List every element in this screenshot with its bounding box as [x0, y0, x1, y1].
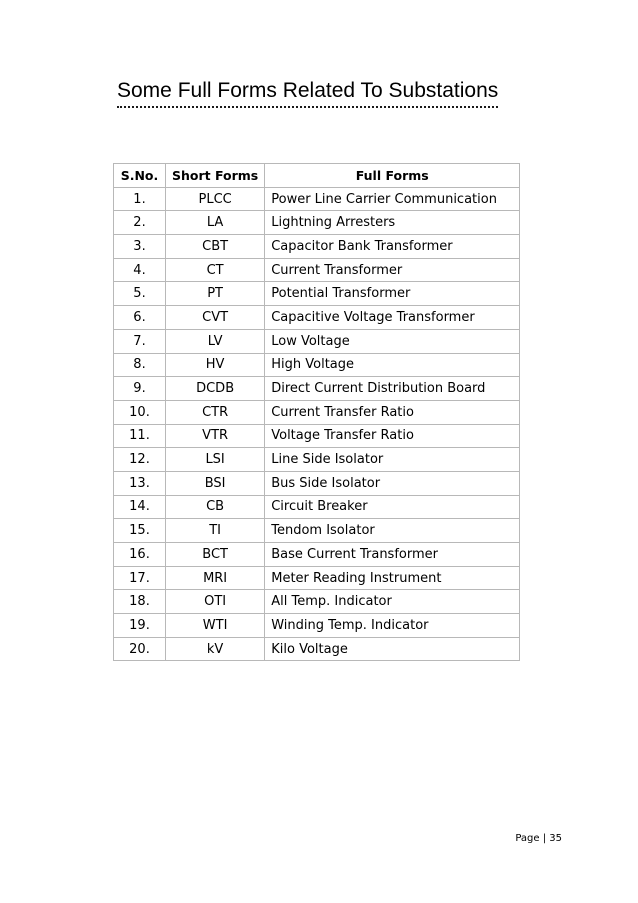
sno-cell: 6.: [114, 306, 166, 330]
sno-cell: 20.: [114, 637, 166, 661]
short-form-cell: CBT: [166, 235, 265, 259]
table-row: [114, 211, 520, 235]
short-form-cell: VTR: [166, 424, 265, 448]
full-form-cell: Base Current Transformer: [265, 543, 520, 567]
sno-cell: 7.: [114, 329, 166, 353]
abbreviations-table: [113, 163, 520, 661]
short-form-cell: CVT: [166, 306, 265, 330]
table-header-row: [114, 164, 520, 188]
sno-cell: 14.: [114, 495, 166, 519]
table-row: [114, 377, 520, 401]
sno-cell: 4.: [114, 258, 166, 282]
table-row: [114, 353, 520, 377]
sno-cell: 8.: [114, 353, 166, 377]
short-form-cell: OTI: [166, 590, 265, 614]
table-row: [114, 306, 520, 330]
sno-cell: 19.: [114, 614, 166, 638]
short-form-cell: MRI: [166, 566, 265, 590]
table-row: [114, 329, 520, 353]
sno-cell: 13.: [114, 471, 166, 495]
full-form-cell: Capacitive Voltage Transformer: [265, 306, 520, 330]
short-form-cell: BSI: [166, 471, 265, 495]
table-row: [114, 424, 520, 448]
full-form-cell: High Voltage: [265, 353, 520, 377]
short-form-cell: CT: [166, 258, 265, 282]
sno-cell: 15.: [114, 519, 166, 543]
table-row: [114, 543, 520, 567]
sno-cell: 2.: [114, 211, 166, 235]
short-form-cell: LA: [166, 211, 265, 235]
header-full-forms: Full Forms: [265, 164, 520, 188]
table-row: [114, 282, 520, 306]
full-form-cell: Line Side Isolator: [265, 448, 520, 472]
sno-cell: 10.: [114, 400, 166, 424]
table-row: [114, 258, 520, 282]
sno-cell: 12.: [114, 448, 166, 472]
sno-cell: 18.: [114, 590, 166, 614]
sno-cell: 17.: [114, 566, 166, 590]
full-form-cell: All Temp. Indicator: [265, 590, 520, 614]
full-form-cell: Capacitor Bank Transformer: [265, 235, 520, 259]
full-form-cell: Direct Current Distribution Board: [265, 377, 520, 401]
short-form-cell: LSI: [166, 448, 265, 472]
full-form-cell: Current Transformer: [265, 258, 520, 282]
table-row: [114, 400, 520, 424]
short-form-cell: PLCC: [166, 187, 265, 211]
table-row: [114, 637, 520, 661]
short-form-cell: DCDB: [166, 377, 265, 401]
short-form-cell: WTI: [166, 614, 265, 638]
table-row: [114, 495, 520, 519]
sno-cell: 3.: [114, 235, 166, 259]
full-form-cell: Bus Side Isolator: [265, 471, 520, 495]
table-row: [114, 448, 520, 472]
short-form-cell: CB: [166, 495, 265, 519]
abbreviations-table-container: [113, 163, 520, 661]
page-title: Some Full Forms Related To Substations: [117, 77, 498, 108]
full-form-cell: Tendom Isolator: [265, 519, 520, 543]
table-body: [114, 187, 520, 661]
full-form-cell: Potential Transformer: [265, 282, 520, 306]
short-form-cell: PT: [166, 282, 265, 306]
table-row: [114, 519, 520, 543]
short-form-cell: LV: [166, 329, 265, 353]
full-form-cell: Winding Temp. Indicator: [265, 614, 520, 638]
sno-cell: 9.: [114, 377, 166, 401]
full-form-cell: Circuit Breaker: [265, 495, 520, 519]
full-form-cell: Voltage Transfer Ratio: [265, 424, 520, 448]
header-short-forms: Short Forms: [166, 164, 265, 188]
short-form-cell: CTR: [166, 400, 265, 424]
table-row: [114, 590, 520, 614]
page-number: Page | 35: [515, 833, 562, 844]
table-row: [114, 471, 520, 495]
short-form-cell: HV: [166, 353, 265, 377]
table-row: [114, 235, 520, 259]
short-form-cell: BCT: [166, 543, 265, 567]
sno-cell: 11.: [114, 424, 166, 448]
full-form-cell: Lightning Arresters: [265, 211, 520, 235]
table-row: [114, 614, 520, 638]
header-sno: S.No.: [114, 164, 166, 188]
table-row: [114, 566, 520, 590]
sno-cell: 1.: [114, 187, 166, 211]
full-form-cell: Kilo Voltage: [265, 637, 520, 661]
table-row: [114, 187, 520, 211]
sno-cell: 5.: [114, 282, 166, 306]
short-form-cell: TI: [166, 519, 265, 543]
full-form-cell: Meter Reading Instrument: [265, 566, 520, 590]
full-form-cell: Low Voltage: [265, 329, 520, 353]
full-form-cell: Power Line Carrier Communication: [265, 187, 520, 211]
short-form-cell: kV: [166, 637, 265, 661]
full-form-cell: Current Transfer Ratio: [265, 400, 520, 424]
sno-cell: 16.: [114, 543, 166, 567]
